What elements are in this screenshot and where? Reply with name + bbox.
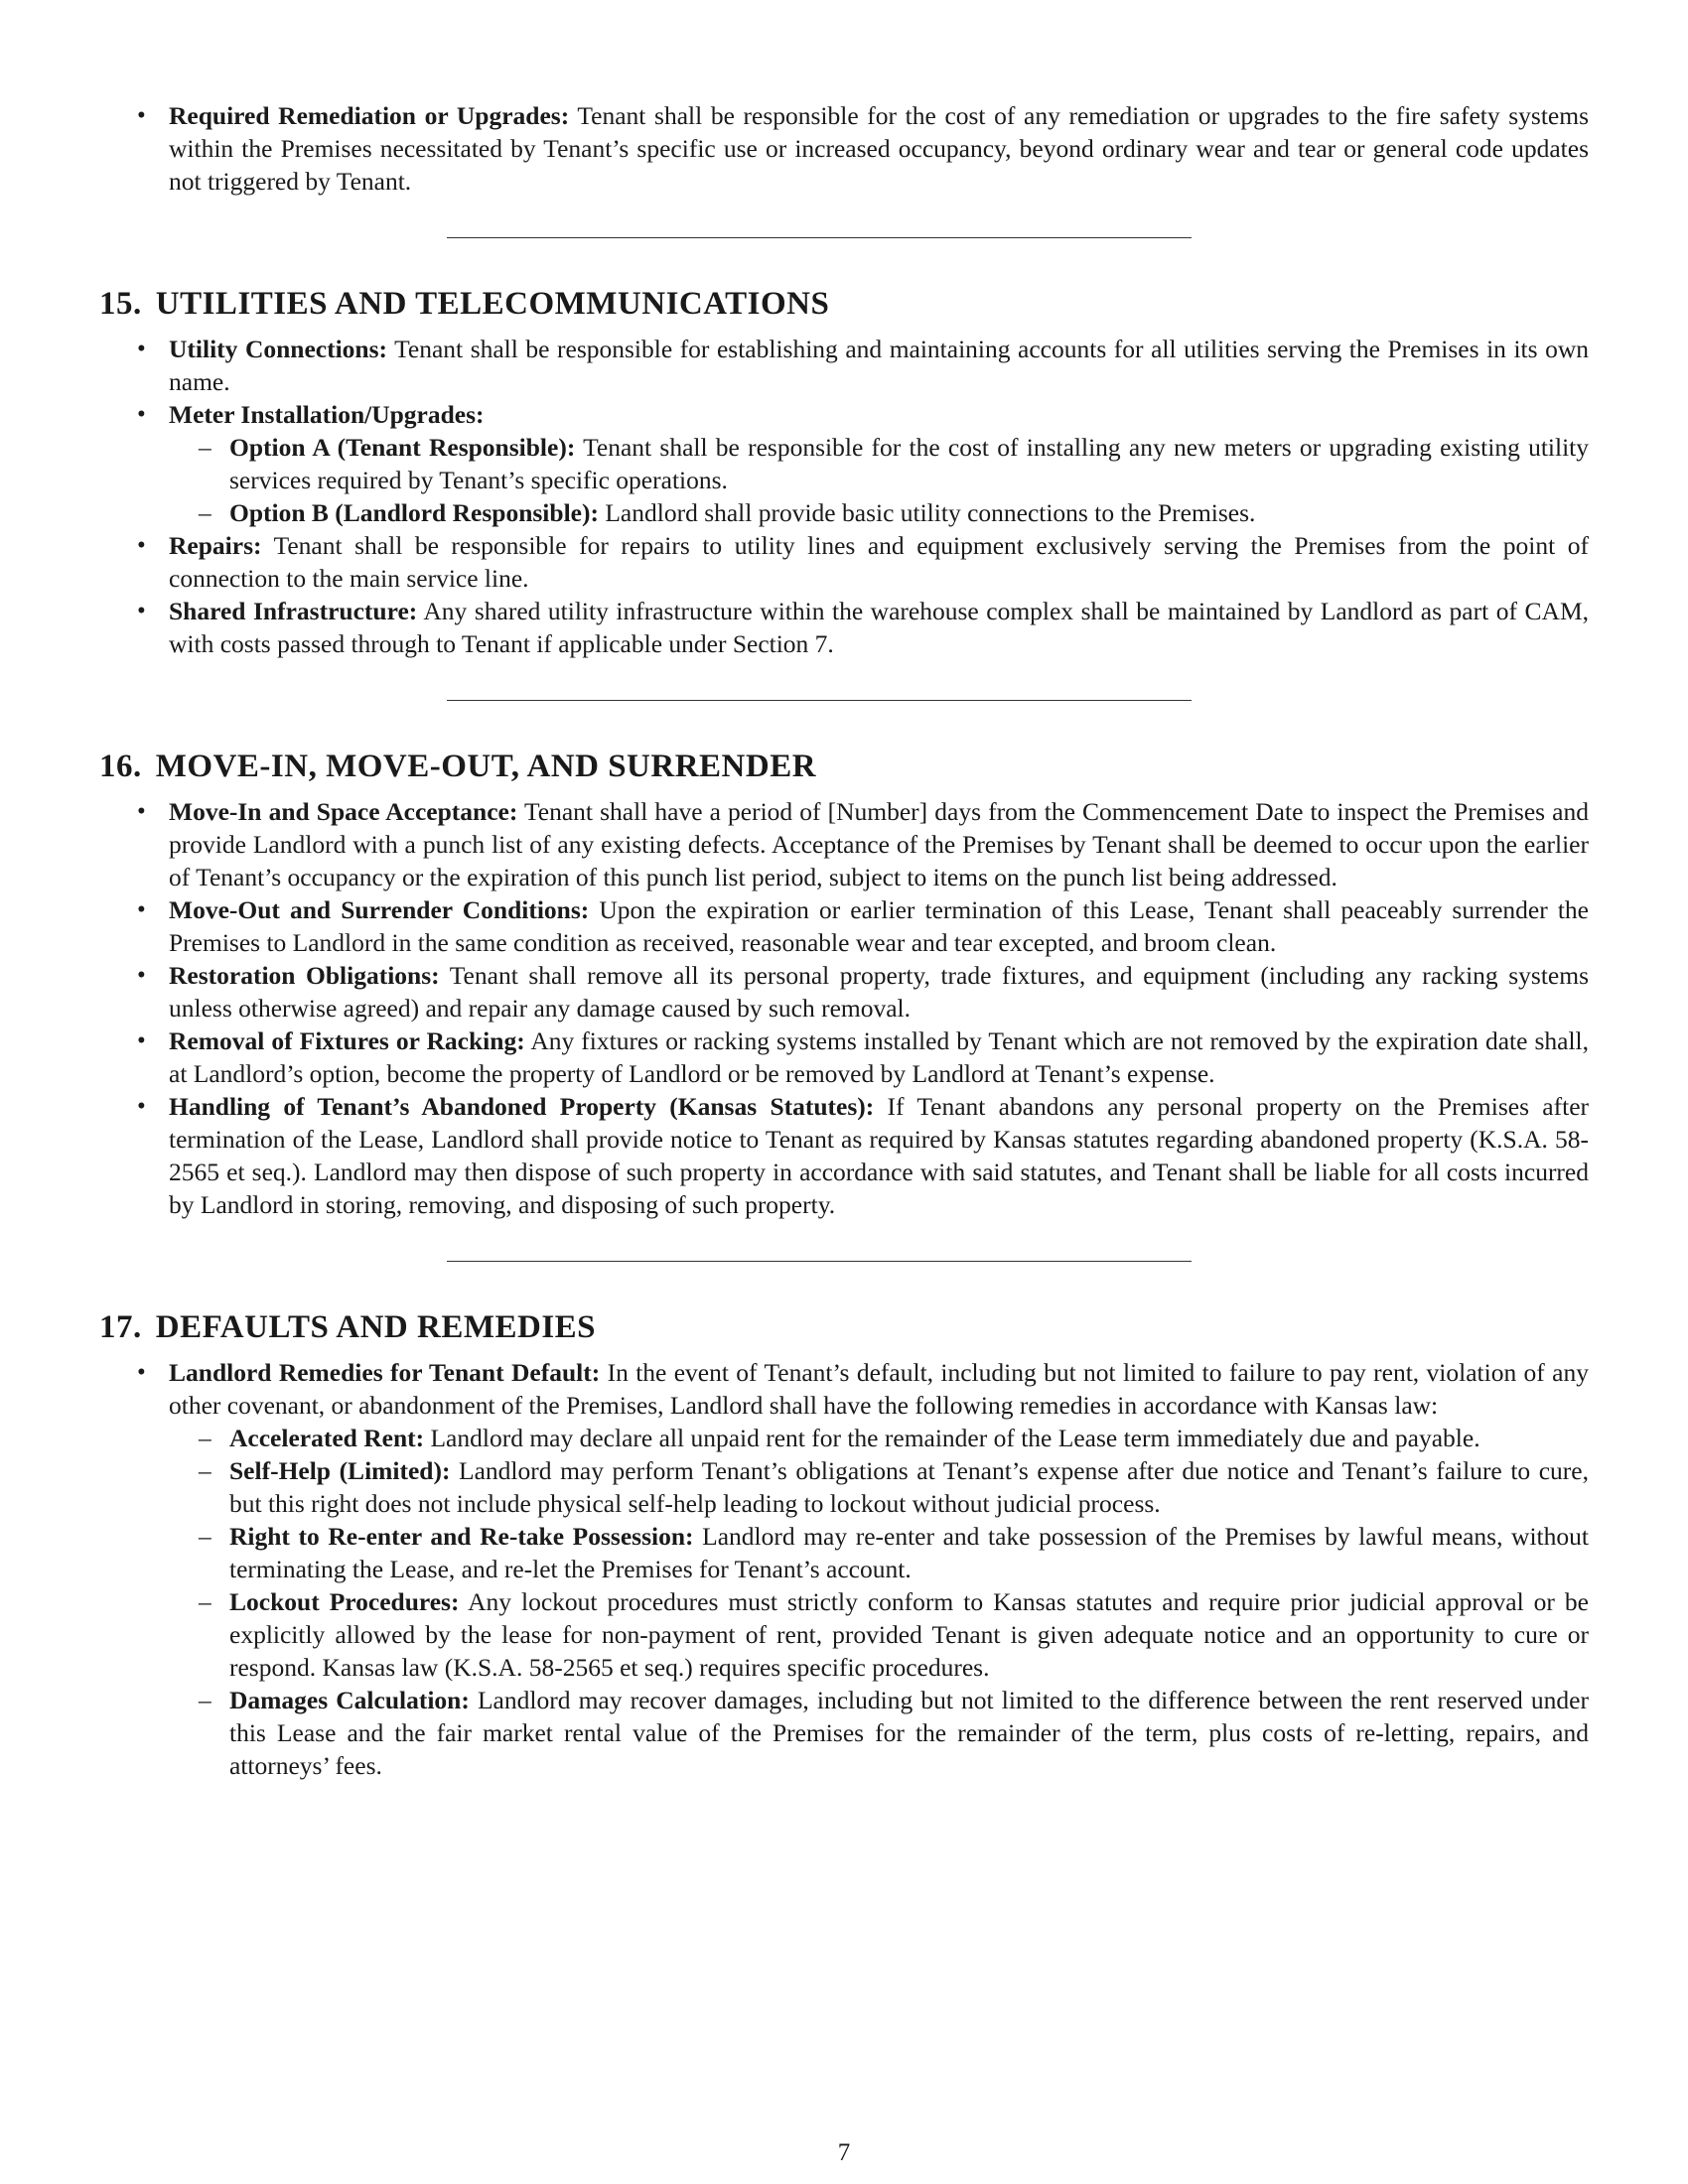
item-label: Shared Infrastructure: <box>169 597 418 625</box>
item-label: Move-Out and Surrender Conditions: <box>169 895 590 924</box>
sub-item-text: Landlord may perform Tenant’s obligations at Tenant’s expense after due notice and Tenant’s failure to cure, but this right does not include physical self-help leading to lockout without judicial process. <box>229 1456 1589 1518</box>
item-text: Tenant shall be responsible for the cost of any remediation or upgrades to the fire safety systems within the Premises necessitated by Tenant’s specific use or increased occupancy, beyond ordinary wear and tear or general code updates not triggered by Tenant. <box>169 101 1589 196</box>
item-label: Utility Connections: <box>169 335 388 363</box>
sub-item-label: Self-Help (Limited): <box>229 1456 451 1485</box>
section-title: DEFAULTS AND REMEDIES <box>155 1309 597 1345</box>
list-item <box>99 959 1589 1024</box>
item-label: Move-In and Space Acceptance: <box>169 797 518 826</box>
sub-item-text: Landlord may re-enter and take possession of the Premises by lawful means, without terminating the Lease, and re-let the Premises for Tenant’s account. <box>229 1522 1589 1583</box>
sub-item-text: Landlord may recover damages, including but not limited to the difference between the rent reserved under this Lease and the fair market rental value of the Premises for the remainder of the term, plus costs of re-letting, repairs, and attorneys’ fees. <box>229 1686 1589 1780</box>
item-label: Repairs: <box>169 531 262 560</box>
section-title: UTILITIES AND TELECOMMUNICATIONS <box>155 286 830 322</box>
section-divider <box>447 1261 1192 1262</box>
list-item <box>99 1356 1589 1782</box>
section-heading-15 <box>99 286 1589 323</box>
item-label: Removal of Fixtures or Racking: <box>169 1026 525 1055</box>
item-text: Tenant shall be responsible for repairs to utility lines and equipment exclusively serving the Premises from the point of connection to the main service line. <box>169 531 1589 593</box>
section-heading-17 <box>99 1309 1589 1346</box>
section-16-list <box>99 795 1589 1221</box>
section-title: MOVE-IN, MOVE-OUT, AND SURRENDER <box>155 749 817 784</box>
sub-item-text: Landlord may declare all unpaid rent for the remainder of the Lease term immediately due and payable. <box>424 1424 1480 1452</box>
item-text: Tenant shall be responsible for establishing and maintaining accounts for all utilities serving the Premises in its own name. <box>169 335 1590 396</box>
sub-item-text: Tenant shall be responsible for the cost of installing any new meters or upgrading existing utility services required by Tenant’s specific operations. <box>229 433 1589 494</box>
section-divider <box>447 237 1192 238</box>
list-item <box>99 333 1589 398</box>
item-label: Landlord Remedies for Tenant Default: <box>169 1358 601 1387</box>
sub-list-item <box>169 1422 1589 1454</box>
list-item <box>99 529 1589 595</box>
item-text: Any fixtures or racking systems installed by Tenant which are not removed by the expiration date shall, at Landlord’s option, become the property of Landlord or be removed by Landlord at Tenant’s expense. <box>169 1026 1589 1088</box>
sub-list <box>169 1422 1589 1782</box>
item-text: Any shared utility infrastructure within the warehouse complex shall be maintained by Landlord as part of CAM, with costs passed through to Tenant if applicable under Section 7. <box>169 597 1589 658</box>
item-text: Tenant shall remove all its personal property, trade fixtures, and equipment (including any racking systems unless otherwise agreed) and repair any damage caused by such removal. <box>169 961 1589 1023</box>
list-item <box>99 1024 1589 1090</box>
sub-list-item <box>169 1520 1589 1585</box>
sub-list <box>169 431 1589 529</box>
section-17-list <box>99 1356 1589 1782</box>
sub-item-label: Lockout Procedures: <box>229 1587 460 1616</box>
item-label: Restoration Obligations: <box>169 961 440 990</box>
item-label: Handling of Tenant’s Abandoned Property (Kansas Statutes): <box>169 1092 875 1121</box>
sub-list-item <box>169 431 1589 496</box>
item-text: If Tenant abandons any personal property on the Premises after termination of the Lease, Landlord shall provide notice to Tenant as required by Kansas statutes regarding abandoned property (K.S.A. 58-2565 et seq.). Landlord may then dispose of such property in accordance with said statutes, and Tenant shall be liable for all costs incurred by Landlord in storing, removing, and disposing of such property. <box>169 1092 1590 1219</box>
sub-list-item <box>169 1684 1589 1782</box>
section-number: 16. <box>99 749 142 784</box>
list-item <box>99 795 1589 893</box>
list-item <box>99 1090 1589 1221</box>
sub-item-label: Accelerated Rent: <box>229 1424 425 1452</box>
document-page <box>99 99 1589 1782</box>
item-text: Upon the expiration or earlier termination of this Lease, Tenant shall peaceably surrender the Premises to Landlord in the same condition as received, reasonable wear and tear excepted, and broom clean. <box>169 895 1589 957</box>
sub-list-item <box>169 1585 1589 1684</box>
section-number: 15. <box>99 286 142 322</box>
sub-item-text: Landlord shall provide basic utility connections to the Premises. <box>598 498 1256 527</box>
intro-list <box>99 99 1589 198</box>
list-item <box>99 398 1589 529</box>
section-heading-16 <box>99 749 1589 785</box>
sub-item-text: Any lockout procedures must strictly conform to Kansas statutes and require prior judicial approval or be explicitly allowed by the lease for non-payment of rent, provided Tenant is given adequate notice and an opportunity to cure or respond. Kansas law (K.S.A. 58-2565 et seq.) requires specific procedures. <box>229 1587 1589 1682</box>
sub-item-label: Damages Calculation: <box>229 1686 470 1714</box>
section-divider <box>447 700 1192 701</box>
sub-item-label: Option B (Landlord Responsible): <box>229 498 599 527</box>
list-item <box>99 893 1589 959</box>
sub-list-item <box>169 496 1589 529</box>
list-item <box>99 99 1589 198</box>
item-text: In the event of Tenant’s default, including but not limited to failure to pay rent, violation of any other covenant, or abandonment of the Premises, Landlord shall have the following remedies in accordance with Kansas law: <box>169 1358 1589 1420</box>
sub-item-label: Option A (Tenant Responsible): <box>229 433 576 462</box>
list-item <box>99 595 1589 660</box>
section-15-list <box>99 333 1589 660</box>
item-label: Required Remediation or Upgrades: <box>169 101 570 130</box>
section-number: 17. <box>99 1309 142 1345</box>
sub-item-label: Right to Re-enter and Re-take Possession: <box>229 1522 694 1551</box>
sub-list-item <box>169 1454 1589 1520</box>
page-number: 7 <box>837 2139 851 2166</box>
item-text: Tenant shall have a period of [Number] days from the Commencement Date to inspect the Premises and provide Landlord with a punch list of any existing defects. Acceptance of the Premises by Tenant shall be deemed to occur upon the earlier of Tenant’s occupancy or the expiration of this punch list period, subject to items on the punch list being addressed. <box>169 797 1590 891</box>
item-label: Meter Installation/Upgrades: <box>169 400 485 429</box>
